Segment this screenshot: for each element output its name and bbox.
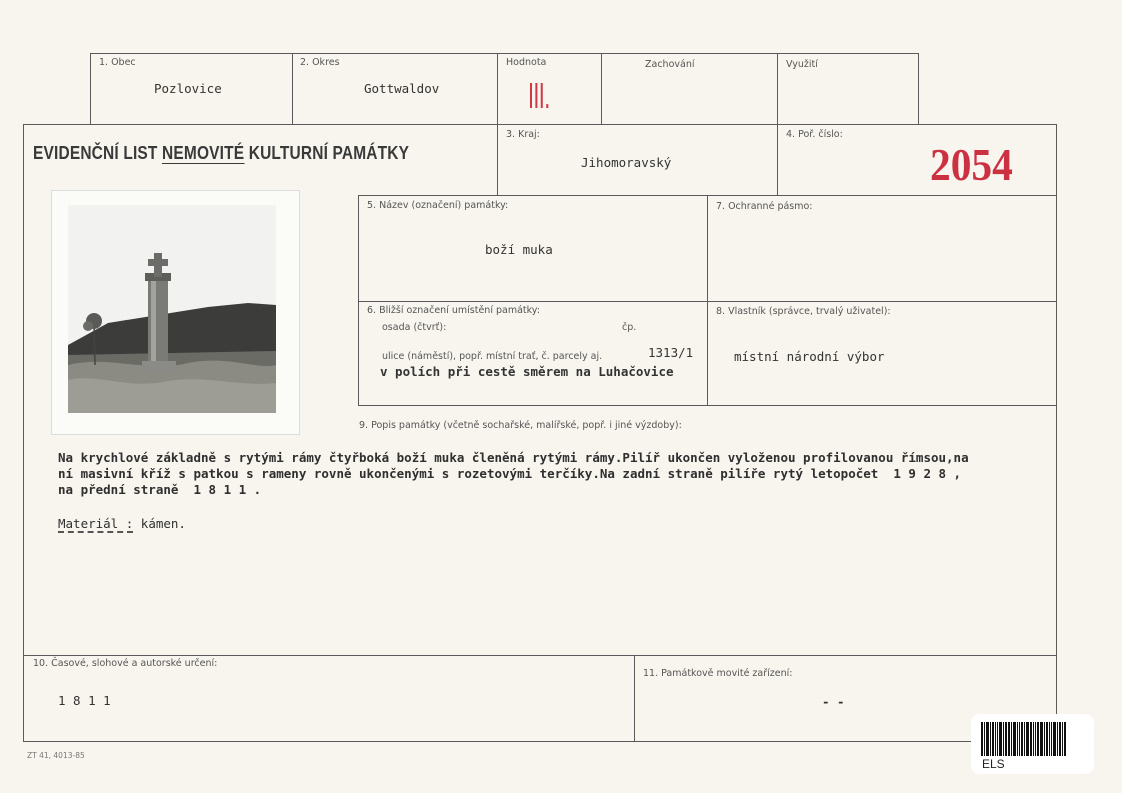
cp-label: čp. — [622, 322, 637, 333]
rule — [23, 655, 1057, 656]
rule — [358, 301, 1056, 302]
rule — [90, 53, 919, 54]
okres-label: 2. Okres — [300, 57, 340, 68]
popis-line: ní masivní kříž s patkou s rameny rovně ukončenými s rozetovými terčíky.Na zadní straně pilíře rytý letopočet 1 9 2 8 , — [58, 466, 962, 481]
rule — [601, 53, 602, 124]
ochranne-label: 7. Ochranné pásmo: — [716, 201, 813, 212]
ulice-label: ulice (náměstí), popř. místní trať, č. parcely aj. — [382, 351, 603, 362]
popis-line: na přední straně 1 8 1 1 . — [58, 482, 262, 497]
zachovani-label: Zachování — [645, 59, 695, 70]
osada-label: osada (čtvrť): — [382, 322, 447, 333]
rule — [634, 655, 635, 742]
nazev-label: 5. Název (označení) památky: — [367, 200, 509, 211]
nazev-value: boží muka — [485, 242, 553, 257]
rule — [1056, 124, 1057, 742]
casove-label: 10. Časové, slohové a autorské určení: — [33, 658, 218, 669]
vyuziti-label: Využití — [786, 59, 818, 70]
material — [58, 516, 186, 531]
title-part-1: EVIDENČNÍ LIST — [33, 143, 158, 163]
casove-value: 1 8 1 1 — [58, 693, 111, 708]
rule — [23, 741, 1057, 742]
vlastnik-label: 8. Vlastník (správce, trvalý uživatel): — [716, 306, 891, 317]
monument-photo — [68, 205, 276, 413]
popis-text — [58, 450, 969, 498]
parcela-value: 1313/1 — [648, 345, 694, 360]
hodnota-value: III. — [528, 75, 550, 116]
obec-label: 1. Obec — [99, 57, 136, 68]
zarizeni-label: 11. Památkově movité zařízení: — [643, 668, 793, 679]
print-code: ZT 41, 4013-85 — [27, 751, 85, 760]
rule — [23, 124, 1057, 125]
popis-line: Na krychlové základně s rytými rámy čtyřboká boží muka členěná rytými rámy.Pilíř ukončen vyloženou profilovanou římsou,na — [58, 450, 969, 465]
rule — [918, 53, 919, 124]
misto-value: v polích při cestě směrem na Luhačovice — [380, 364, 674, 379]
zarizeni-value: - - — [822, 694, 845, 709]
form-title — [33, 143, 409, 164]
popis-label: 9. Popis památky (včetně sochařské, malířské, popř. i jiné výzdoby): — [359, 420, 682, 431]
title-part-2: NEMOVITÉ — [162, 143, 245, 163]
barcode-text: ELS — [982, 757, 1005, 771]
vlastnik-value: místní národní výbor — [734, 349, 885, 364]
poradi-label: 4. Poř. číslo: — [786, 129, 843, 140]
poradi-value: 2054 — [930, 139, 1013, 190]
material-value: kámen. — [140, 516, 186, 531]
umisteni-label: 6. Bližší označení umístění památky: — [367, 305, 540, 316]
kraj-label: 3. Kraj: — [506, 129, 540, 140]
title-part-3: KULTURNÍ PAMÁTKY — [248, 143, 410, 163]
rule — [90, 53, 91, 124]
rule — [292, 53, 293, 124]
rule — [358, 405, 1056, 406]
barcode-icon — [981, 722, 1067, 756]
obec-value: Pozlovice — [154, 81, 222, 96]
hodnota-label: Hodnota — [506, 57, 547, 68]
okres-value: Gottwaldov — [364, 81, 440, 96]
material-label: Materiál : — [58, 516, 134, 531]
rule — [23, 124, 24, 742]
kraj-value: Jihomoravský — [581, 155, 672, 170]
